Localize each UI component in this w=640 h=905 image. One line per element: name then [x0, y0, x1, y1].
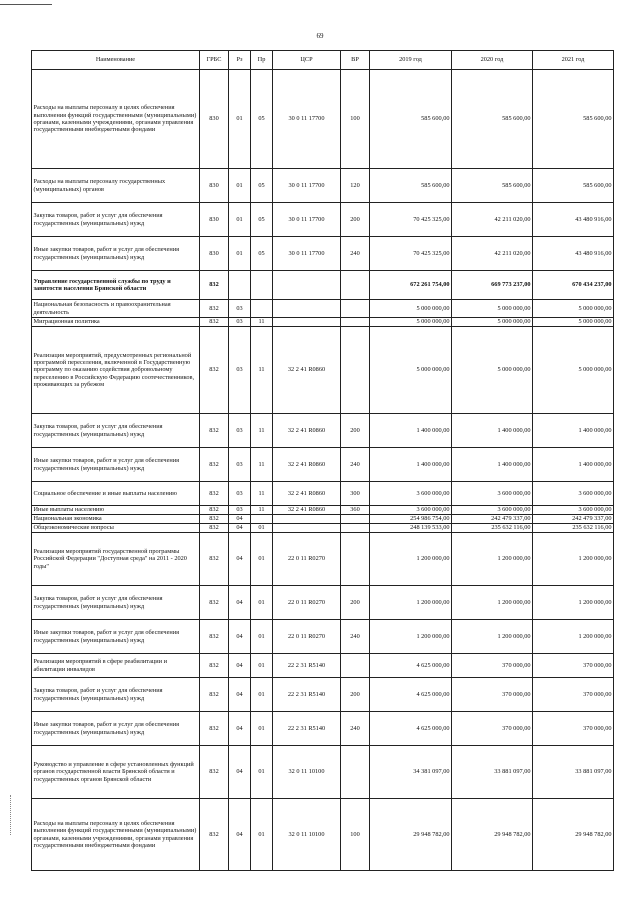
- cell-y2019: 5 000 000,00: [370, 318, 452, 327]
- cell-vr: [341, 524, 370, 533]
- cell-pr: [251, 515, 273, 524]
- table-row: [32, 327, 614, 414]
- cell-y2019: 70 425 325,00: [370, 203, 452, 237]
- cell-csr: 32 2 41 R0860: [273, 414, 341, 448]
- cell-rz: 03: [229, 482, 251, 506]
- cell-grbs: 832: [200, 448, 229, 482]
- cell-csr: 32 2 41 R0860: [273, 482, 341, 506]
- cell-y2021: 1 200 000,00: [533, 533, 614, 586]
- cell-grbs: 832: [200, 271, 229, 300]
- cell-y2021: 3 600 000,00: [533, 482, 614, 506]
- cell-pr: 01: [251, 533, 273, 586]
- cell-csr: 22 0 11 R0270: [273, 533, 341, 586]
- cell-rz: 04: [229, 620, 251, 654]
- cell-y2019: 70 425 325,00: [370, 237, 452, 271]
- cell-y2021: 585 600,00: [533, 70, 614, 169]
- cell-rz: 03: [229, 414, 251, 448]
- cell-y2020: 370 000,00: [452, 654, 533, 678]
- cell-pr: 01: [251, 524, 273, 533]
- table-row: [32, 746, 614, 799]
- cell-pr: 11: [251, 414, 273, 448]
- cell-y2021: 1 400 000,00: [533, 414, 614, 448]
- cell-grbs: 832: [200, 654, 229, 678]
- cell-csr: 22 2 31 R5140: [273, 654, 341, 678]
- cell-y2021: 5 000 000,00: [533, 318, 614, 327]
- cell-rz: 04: [229, 515, 251, 524]
- table-row: [32, 70, 614, 169]
- cell-pr: 01: [251, 712, 273, 746]
- cell-grbs: 832: [200, 620, 229, 654]
- cell-y2021: 43 480 916,00: [533, 237, 614, 271]
- cell-pr: 11: [251, 506, 273, 515]
- cell-pr: 05: [251, 169, 273, 203]
- cell-y2021: 235 632 116,00: [533, 524, 614, 533]
- cell-vr: 200: [341, 414, 370, 448]
- table-header-row: [32, 51, 614, 70]
- header-rz: Рз: [229, 51, 251, 70]
- cell-name: Закупка товаров, работ и услуг для обеспечения государственных (муниципальных) нужд: [32, 203, 200, 237]
- cell-name: Иные закупки товаров, работ и услуг для обеспечения государственных (муниципальных) нужд: [32, 620, 200, 654]
- cell-rz: 04: [229, 746, 251, 799]
- cell-csr: 32 0 11 10100: [273, 799, 341, 871]
- cell-rz: 04: [229, 799, 251, 871]
- cell-csr: 32 2 41 R0860: [273, 448, 341, 482]
- cell-vr: [341, 746, 370, 799]
- cell-y2020: 42 211 020,00: [452, 203, 533, 237]
- cell-vr: 200: [341, 678, 370, 712]
- header-grbs: ГРБС: [200, 51, 229, 70]
- cell-y2019: 1 400 000,00: [370, 414, 452, 448]
- cell-name: Закупка товаров, работ и услуг для обеспечения государственных (муниципальных) нужд: [32, 678, 200, 712]
- cell-rz: 01: [229, 70, 251, 169]
- cell-csr: 22 0 11 R0270: [273, 620, 341, 654]
- cell-csr: 30 0 11 17700: [273, 70, 341, 169]
- cell-vr: [341, 318, 370, 327]
- cell-y2021: 1 200 000,00: [533, 620, 614, 654]
- cell-y2019: 254 986 754,00: [370, 515, 452, 524]
- cell-vr: 200: [341, 203, 370, 237]
- cell-csr: 30 0 11 17700: [273, 169, 341, 203]
- cell-y2020: 585 600,00: [452, 70, 533, 169]
- cell-rz: 04: [229, 712, 251, 746]
- cell-grbs: 832: [200, 533, 229, 586]
- cell-vr: 200: [341, 586, 370, 620]
- scan-margin-dots: [10, 795, 12, 835]
- cell-y2020: 29 948 782,00: [452, 799, 533, 871]
- table-row: [32, 799, 614, 871]
- cell-pr: 01: [251, 746, 273, 799]
- cell-pr: [251, 271, 273, 300]
- cell-pr: 01: [251, 654, 273, 678]
- header-2020: 2020 год: [452, 51, 533, 70]
- cell-pr: 01: [251, 620, 273, 654]
- cell-grbs: 832: [200, 586, 229, 620]
- cell-y2021: 370 000,00: [533, 712, 614, 746]
- cell-y2021: 33 881 097,00: [533, 746, 614, 799]
- cell-y2019: 4 625 000,00: [370, 712, 452, 746]
- table-row: [32, 506, 614, 515]
- table-row: [32, 524, 614, 533]
- budget-table: [31, 50, 614, 871]
- cell-vr: 120: [341, 169, 370, 203]
- cell-vr: 100: [341, 799, 370, 871]
- cell-vr: 240: [341, 448, 370, 482]
- cell-y2021: 5 000 000,00: [533, 327, 614, 414]
- table-row: [32, 586, 614, 620]
- cell-rz: 03: [229, 506, 251, 515]
- cell-y2019: 3 600 000,00: [370, 506, 452, 515]
- cell-pr: 11: [251, 327, 273, 414]
- cell-y2021: 1 400 000,00: [533, 448, 614, 482]
- cell-name: Реализация мероприятий в сфере реабилитации и абилитации инвалидов: [32, 654, 200, 678]
- cell-name: Иные закупки товаров, работ и услуг для обеспечения государственных (муниципальных) нужд: [32, 712, 200, 746]
- cell-name: Общеэкономические вопросы: [32, 524, 200, 533]
- cell-name: Реализация мероприятий, предусмотренных региональной программой переселения, включенной в Государственную программу по оказанию содействия добровольному переселению в Российскую Федерацию соотечественников, проживающих за рубежом: [32, 327, 200, 414]
- cell-y2019: 1 200 000,00: [370, 586, 452, 620]
- cell-y2021: 670 434 237,00: [533, 271, 614, 300]
- cell-name: Руководство и управление в сфере установленных функций органов государственной власти Брянской области и государственных органов Брянской области: [32, 746, 200, 799]
- table-row: [32, 300, 614, 318]
- cell-y2019: 5 000 000,00: [370, 327, 452, 414]
- cell-y2020: 370 000,00: [452, 678, 533, 712]
- cell-y2019: 672 261 754,00: [370, 271, 452, 300]
- cell-y2021: 29 948 782,00: [533, 799, 614, 871]
- cell-rz: 03: [229, 318, 251, 327]
- cell-vr: [341, 515, 370, 524]
- cell-csr: 30 0 11 17700: [273, 237, 341, 271]
- cell-rz: 04: [229, 654, 251, 678]
- cell-name: Закупка товаров, работ и услуг для обеспечения государственных (муниципальных) нужд: [32, 586, 200, 620]
- cell-vr: [341, 300, 370, 318]
- cell-pr: 05: [251, 237, 273, 271]
- cell-grbs: 832: [200, 712, 229, 746]
- cell-y2019: 4 625 000,00: [370, 654, 452, 678]
- table-row: [32, 712, 614, 746]
- table-row: [32, 515, 614, 524]
- cell-name: Социальное обеспечение и иные выплаты населению: [32, 482, 200, 506]
- cell-pr: 11: [251, 482, 273, 506]
- cell-pr: 11: [251, 448, 273, 482]
- cell-y2021: 1 200 000,00: [533, 586, 614, 620]
- header-2019: 2019 год: [370, 51, 452, 70]
- cell-y2019: 1 200 000,00: [370, 620, 452, 654]
- cell-csr: 32 2 41 R0860: [273, 327, 341, 414]
- cell-pr: 11: [251, 318, 273, 327]
- table-row: [32, 448, 614, 482]
- cell-name: Закупка товаров, работ и услуг для обеспечения государственных (муниципальных) нужд: [32, 414, 200, 448]
- cell-y2021: 5 000 000,00: [533, 300, 614, 318]
- cell-rz: 03: [229, 327, 251, 414]
- cell-y2020: 3 600 000,00: [452, 506, 533, 515]
- cell-y2021: 370 000,00: [533, 654, 614, 678]
- cell-y2020: 1 200 000,00: [452, 586, 533, 620]
- table-row: [32, 620, 614, 654]
- cell-name: Иные закупки товаров, работ и услуг для обеспечения государственных (муниципальных) нужд: [32, 448, 200, 482]
- cell-y2020: 5 000 000,00: [452, 300, 533, 318]
- cell-y2020: 42 211 020,00: [452, 237, 533, 271]
- cell-rz: 04: [229, 586, 251, 620]
- table-row: [32, 482, 614, 506]
- cell-y2019: 29 948 782,00: [370, 799, 452, 871]
- cell-vr: 360: [341, 506, 370, 515]
- cell-pr: 05: [251, 203, 273, 237]
- cell-y2019: 3 600 000,00: [370, 482, 452, 506]
- cell-csr: 32 2 41 R0860: [273, 506, 341, 515]
- cell-vr: 240: [341, 237, 370, 271]
- cell-csr: 30 0 11 17700: [273, 203, 341, 237]
- cell-name: Расходы на выплаты персоналу в целях обеспечения выполнения функций государственными (муниципальными) органами, казенными учреждениями, органами управления государственными внебюджетными фондами: [32, 70, 200, 169]
- cell-vr: 100: [341, 70, 370, 169]
- cell-y2020: 1 400 000,00: [452, 448, 533, 482]
- cell-grbs: 830: [200, 70, 229, 169]
- cell-csr: 22 2 31 R5140: [273, 712, 341, 746]
- table-row: [32, 169, 614, 203]
- cell-grbs: 830: [200, 169, 229, 203]
- cell-y2020: 3 600 000,00: [452, 482, 533, 506]
- cell-y2020: 585 600,00: [452, 169, 533, 203]
- cell-y2021: 3 600 000,00: [533, 506, 614, 515]
- page-number: 69: [316, 32, 324, 40]
- cell-grbs: 832: [200, 414, 229, 448]
- cell-rz: 03: [229, 448, 251, 482]
- cell-y2021: 43 480 916,00: [533, 203, 614, 237]
- cell-y2021: 585 600,00: [533, 169, 614, 203]
- cell-y2020: 242 479 337,00: [452, 515, 533, 524]
- cell-y2019: 1 400 000,00: [370, 448, 452, 482]
- cell-name: Расходы на выплаты персоналу в целях обеспечения выполнения функций государственными (муниципальными) органами, казенными учреждениями, органами управления государственными внебюджетными фондами: [32, 799, 200, 871]
- table-row: [32, 203, 614, 237]
- cell-name: Управление государственной службы по труду и занятости населения Брянской области: [32, 271, 200, 300]
- cell-y2019: 34 381 097,00: [370, 746, 452, 799]
- cell-vr: [341, 654, 370, 678]
- cell-y2020: 33 881 097,00: [452, 746, 533, 799]
- cell-rz: 04: [229, 524, 251, 533]
- cell-grbs: 832: [200, 327, 229, 414]
- cell-grbs: 832: [200, 678, 229, 712]
- cell-pr: 01: [251, 799, 273, 871]
- table-row: [32, 533, 614, 586]
- cell-grbs: 832: [200, 300, 229, 318]
- header-pr: Пр: [251, 51, 273, 70]
- table-row: [32, 271, 614, 300]
- cell-rz: 01: [229, 203, 251, 237]
- cell-vr: 300: [341, 482, 370, 506]
- table-row: [32, 318, 614, 327]
- cell-name: Расходы на выплаты персоналу государственных (муниципальных) органов: [32, 169, 200, 203]
- table-body: [32, 70, 614, 871]
- cell-rz: 03: [229, 300, 251, 318]
- cell-name: Иные выплаты населению: [32, 506, 200, 515]
- cell-csr: [273, 318, 341, 327]
- cell-y2019: 5 000 000,00: [370, 300, 452, 318]
- cell-y2019: 585 600,00: [370, 70, 452, 169]
- cell-y2020: 5 000 000,00: [452, 318, 533, 327]
- cell-pr: 01: [251, 678, 273, 712]
- cell-grbs: 832: [200, 318, 229, 327]
- cell-y2019: 4 625 000,00: [370, 678, 452, 712]
- cell-csr: [273, 271, 341, 300]
- header-2021: 2021 год: [533, 51, 614, 70]
- cell-grbs: 832: [200, 746, 229, 799]
- cell-rz: 04: [229, 533, 251, 586]
- cell-vr: 240: [341, 620, 370, 654]
- cell-name: Иные закупки товаров, работ и услуг для обеспечения государственных (муниципальных) нужд: [32, 237, 200, 271]
- cell-rz: 01: [229, 169, 251, 203]
- cell-vr: 240: [341, 712, 370, 746]
- cell-grbs: 832: [200, 515, 229, 524]
- cell-name: Национальная экономика: [32, 515, 200, 524]
- cell-name: Миграционная политика: [32, 318, 200, 327]
- cell-name: Национальная безопасность и правоохранительная деятельность: [32, 300, 200, 318]
- cell-grbs: 830: [200, 203, 229, 237]
- cell-vr: [341, 533, 370, 586]
- cell-csr: [273, 515, 341, 524]
- cell-y2020: 1 200 000,00: [452, 533, 533, 586]
- cell-csr: [273, 300, 341, 318]
- cell-y2020: 5 000 000,00: [452, 327, 533, 414]
- cell-pr: [251, 300, 273, 318]
- scan-top-line: [0, 4, 52, 5]
- cell-csr: [273, 524, 341, 533]
- cell-grbs: 832: [200, 524, 229, 533]
- cell-csr: 32 0 11 10100: [273, 746, 341, 799]
- cell-y2020: 370 000,00: [452, 712, 533, 746]
- header-csr: ЦСР: [273, 51, 341, 70]
- cell-y2020: 1 200 000,00: [452, 620, 533, 654]
- header-vr: ВР: [341, 51, 370, 70]
- cell-rz: 04: [229, 678, 251, 712]
- table-row: [32, 237, 614, 271]
- cell-rz: 01: [229, 237, 251, 271]
- table-row: [32, 414, 614, 448]
- cell-y2020: 669 773 237,00: [452, 271, 533, 300]
- cell-csr: 22 0 11 R0270: [273, 586, 341, 620]
- header-name: Наименование: [32, 51, 200, 70]
- cell-pr: 05: [251, 70, 273, 169]
- cell-grbs: 832: [200, 482, 229, 506]
- table-row: [32, 678, 614, 712]
- cell-csr: 22 2 31 R5140: [273, 678, 341, 712]
- cell-grbs: 830: [200, 237, 229, 271]
- table-row: [32, 654, 614, 678]
- cell-vr: [341, 271, 370, 300]
- cell-y2020: 235 632 116,00: [452, 524, 533, 533]
- cell-y2019: 1 200 000,00: [370, 533, 452, 586]
- cell-vr: [341, 327, 370, 414]
- cell-y2020: 1 400 000,00: [452, 414, 533, 448]
- cell-pr: 01: [251, 586, 273, 620]
- cell-y2021: 370 000,00: [533, 678, 614, 712]
- cell-grbs: 832: [200, 799, 229, 871]
- cell-rz: [229, 271, 251, 300]
- cell-y2021: 242 479 337,00: [533, 515, 614, 524]
- cell-name: Реализация мероприятий государственной программы Российской Федерации "Доступная среда" на 2011 - 2020 годы": [32, 533, 200, 586]
- cell-y2019: 248 139 533,00: [370, 524, 452, 533]
- cell-y2019: 585 600,00: [370, 169, 452, 203]
- cell-grbs: 832: [200, 506, 229, 515]
